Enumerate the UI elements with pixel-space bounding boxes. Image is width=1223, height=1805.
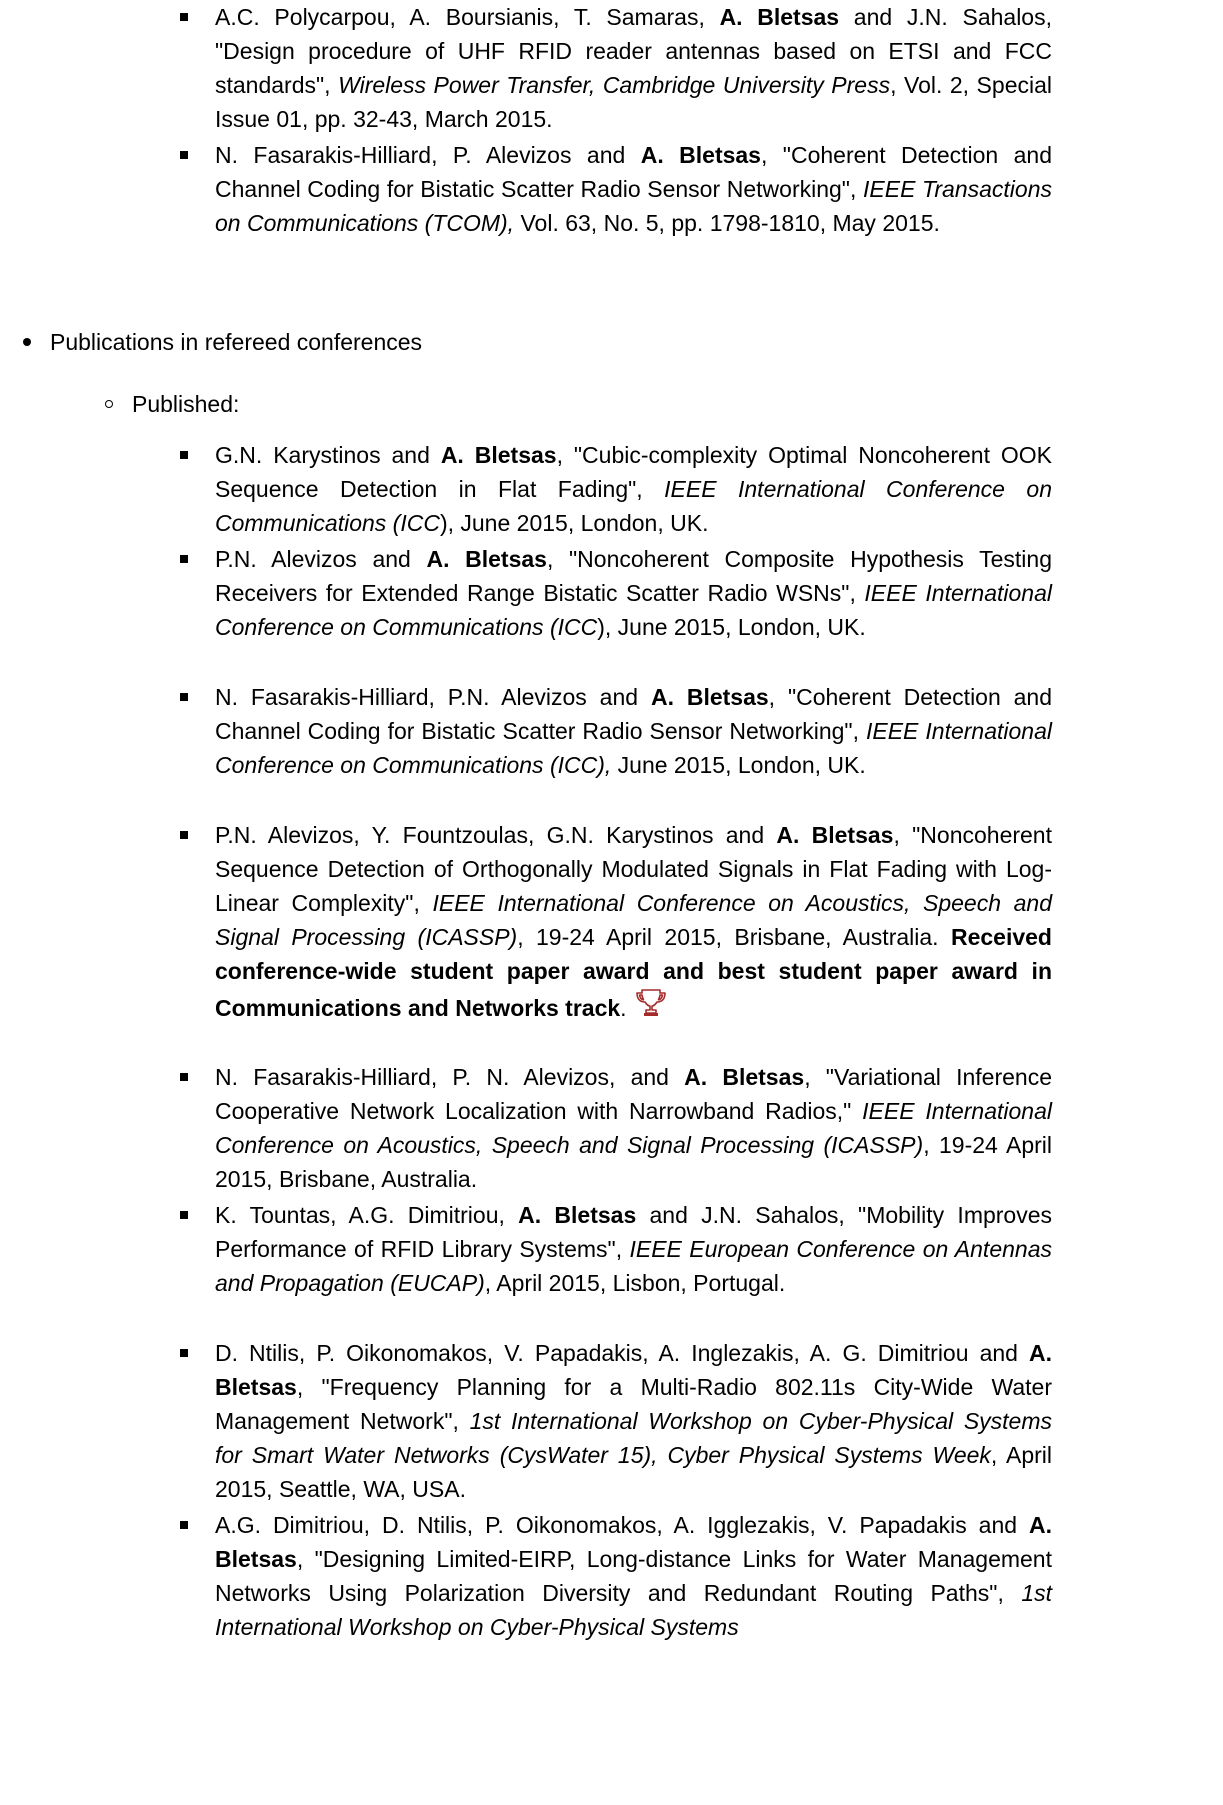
publication-entry: P.N. Alevizos, Y. Fountzoulas, G.N. Karystinos and A. Bletsas, "Noncoherent Sequence Detection of Orthogonally Modulated Signals in Flat Fading with Log-Linear Complexity", IEEE International Conference on Acoustics, Speech and Signal Processing (ICASSP), 19-24 April 2015, Brisbane, Australia. Received conference-wide student paper award and best student paper award in Communications and Networks track. [215,818,1052,1027]
award-text: Received conference-wide student paper award and best student paper award in Communications and Networks track [215,924,1052,1021]
bullet [105,400,113,408]
author-highlight: A. Bletsas [440,442,557,468]
bullet [180,831,188,839]
publication-entry: K. Tountas, A.G. Dimitriou, A. Bletsas and J.N. Sahalos, "Mobility Improves Performance of RFID Library Systems", IEEE European Conference on Antennas and Propagation (EUCAP), April 2015, Lisbon, Portugal. [215,1202,1053,1296]
bullet [180,1211,188,1219]
author-highlight: A. Bletsas [426,546,547,572]
venue: IEEE International Conference on Acoustics, Speech and Signal Processing (ICASSP) [215,1098,1052,1158]
bullet [180,13,188,21]
author-highlight: A. Bletsas [518,1202,637,1228]
author-highlight: A. Bletsas [719,4,840,30]
bullet [180,693,188,701]
publication-entry: N. Fasarakis-Hilliard, P. N. Alevizos, and A. Bletsas, "Variational Inference Cooperative Network Localization with Narrowband Radios," IEEE International Conference on Acoustics, Speech and Signal Processing (ICASSP), 19-24 April 2015, Brisbane, Australia. [215,1064,1053,1192]
author-highlight: A. Bletsas [684,1064,805,1090]
publication-entry: A.G. Dimitriou, D. Ntilis, P. Oikonomakos, A. Igglezakis, V. Papadakis and A. Bletsas, "Designing Limited-EIRP, Long-distance Links for Water Management Networks Using Polarization Diversity and Redundant Routing Paths", 1st International Workshop on Cyber-Physical Systems [215,1512,1052,1640]
bullet [180,151,188,159]
author-highlight: A. Bletsas [776,822,894,848]
publication-entry: G.N. Karystinos and A. Bletsas, "Cubic-complexity Optimal Noncoherent OOK Sequence Detection in Flat Fading", IEEE International Conference on Communications (ICC), June 2015, London, UK. [215,442,1053,536]
venue: Wireless Power Transfer, Cambridge University Press [338,72,891,98]
venue: IEEE International Conference on Acoustics, Speech and Signal Processing (ICASSP) [215,890,1052,950]
venue: IEEE International Conference on Communications (ICC [215,580,1052,640]
publication-entry: N. Fasarakis-Hilliard, P.N. Alevizos and A. Bletsas, "Coherent Detection and Channel Coding for Bistatic Scatter Radio Sensor Networking", IEEE International Conference on Communications (ICC), June 2015, London, UK. [215,684,1053,778]
publication-entry: N. Fasarakis-Hilliard, P. Alevizos and A. Bletsas, "Coherent Detection and Channel Coding for Bistatic Scatter Radio Sensor Networking", IEEE Transactions on Communications (TCOM), Vol. 63, No. 5, pp. 1798-1810, May 2015. [215,142,1052,236]
author-highlight: A. Bletsas [215,1340,1052,1400]
bullet [180,1073,188,1081]
publication-entry: D. Ntilis, P. Oikonomakos, V. Papadakis, A. Inglezakis, A. G. Dimitriou and A. Bletsas, "Frequency Planning for a Multi-Radio 802.11s City-Wide Water Management Network", 1st International Workshop on Cyber-Physical Systems for Smart Water Networks (CysWater 15), Cyber Physical Systems Week, April 2015, Seattle, WA, USA. [215,1340,1052,1502]
author-highlight: A. Bletsas [215,1512,1052,1572]
venue: IEEE International Conference on Communications (ICC [215,476,1052,536]
bullet [180,451,188,459]
venue: 1st International Workshop on Cyber-Physical Systems for Smart Water Networks (CysWater 15), Cyber Physical Systems Week [215,1408,1052,1468]
section-heading: Publications in refereed conferences [50,329,423,355]
venue: 1st International Workshop on Cyber-Physical Systems [215,1580,1052,1640]
bullet [180,1349,188,1357]
author-highlight: A. Bletsas [640,142,761,168]
publication-entry: P.N. Alevizos and A. Bletsas, "Noncoherent Composite Hypothesis Testing Receivers for Extended Range Bistatic Scatter Radio WSNs", IEEE International Conference on Communications (ICC), June 2015, London, UK. [215,546,1053,640]
bullet [180,555,188,563]
venue: IEEE European Conference on Antennas and Propagation (EUCAP) [215,1236,1052,1296]
bullet [180,1521,188,1529]
trophy-icon [635,988,667,1027]
bullet [23,338,31,346]
venue: IEEE International Conference on Communications (ICC), [215,718,1052,778]
venue: IEEE Transactions on Communications (TCOM), [215,176,1052,236]
publication-entry: A.C. Polycarpou, A. Boursianis, T. Samaras, A. Bletsas and J.N. Sahalos, "Design procedure of UHF RFID reader antennas based on ETSI and FCC standards", Wireless Power Transfer, Cambridge University Press, Vol. 2, Special Issue 01, pp. 32-43, March 2015. [215,4,1052,132]
author-highlight: A. Bletsas [650,684,769,710]
subsection-heading: Published: [132,391,240,417]
